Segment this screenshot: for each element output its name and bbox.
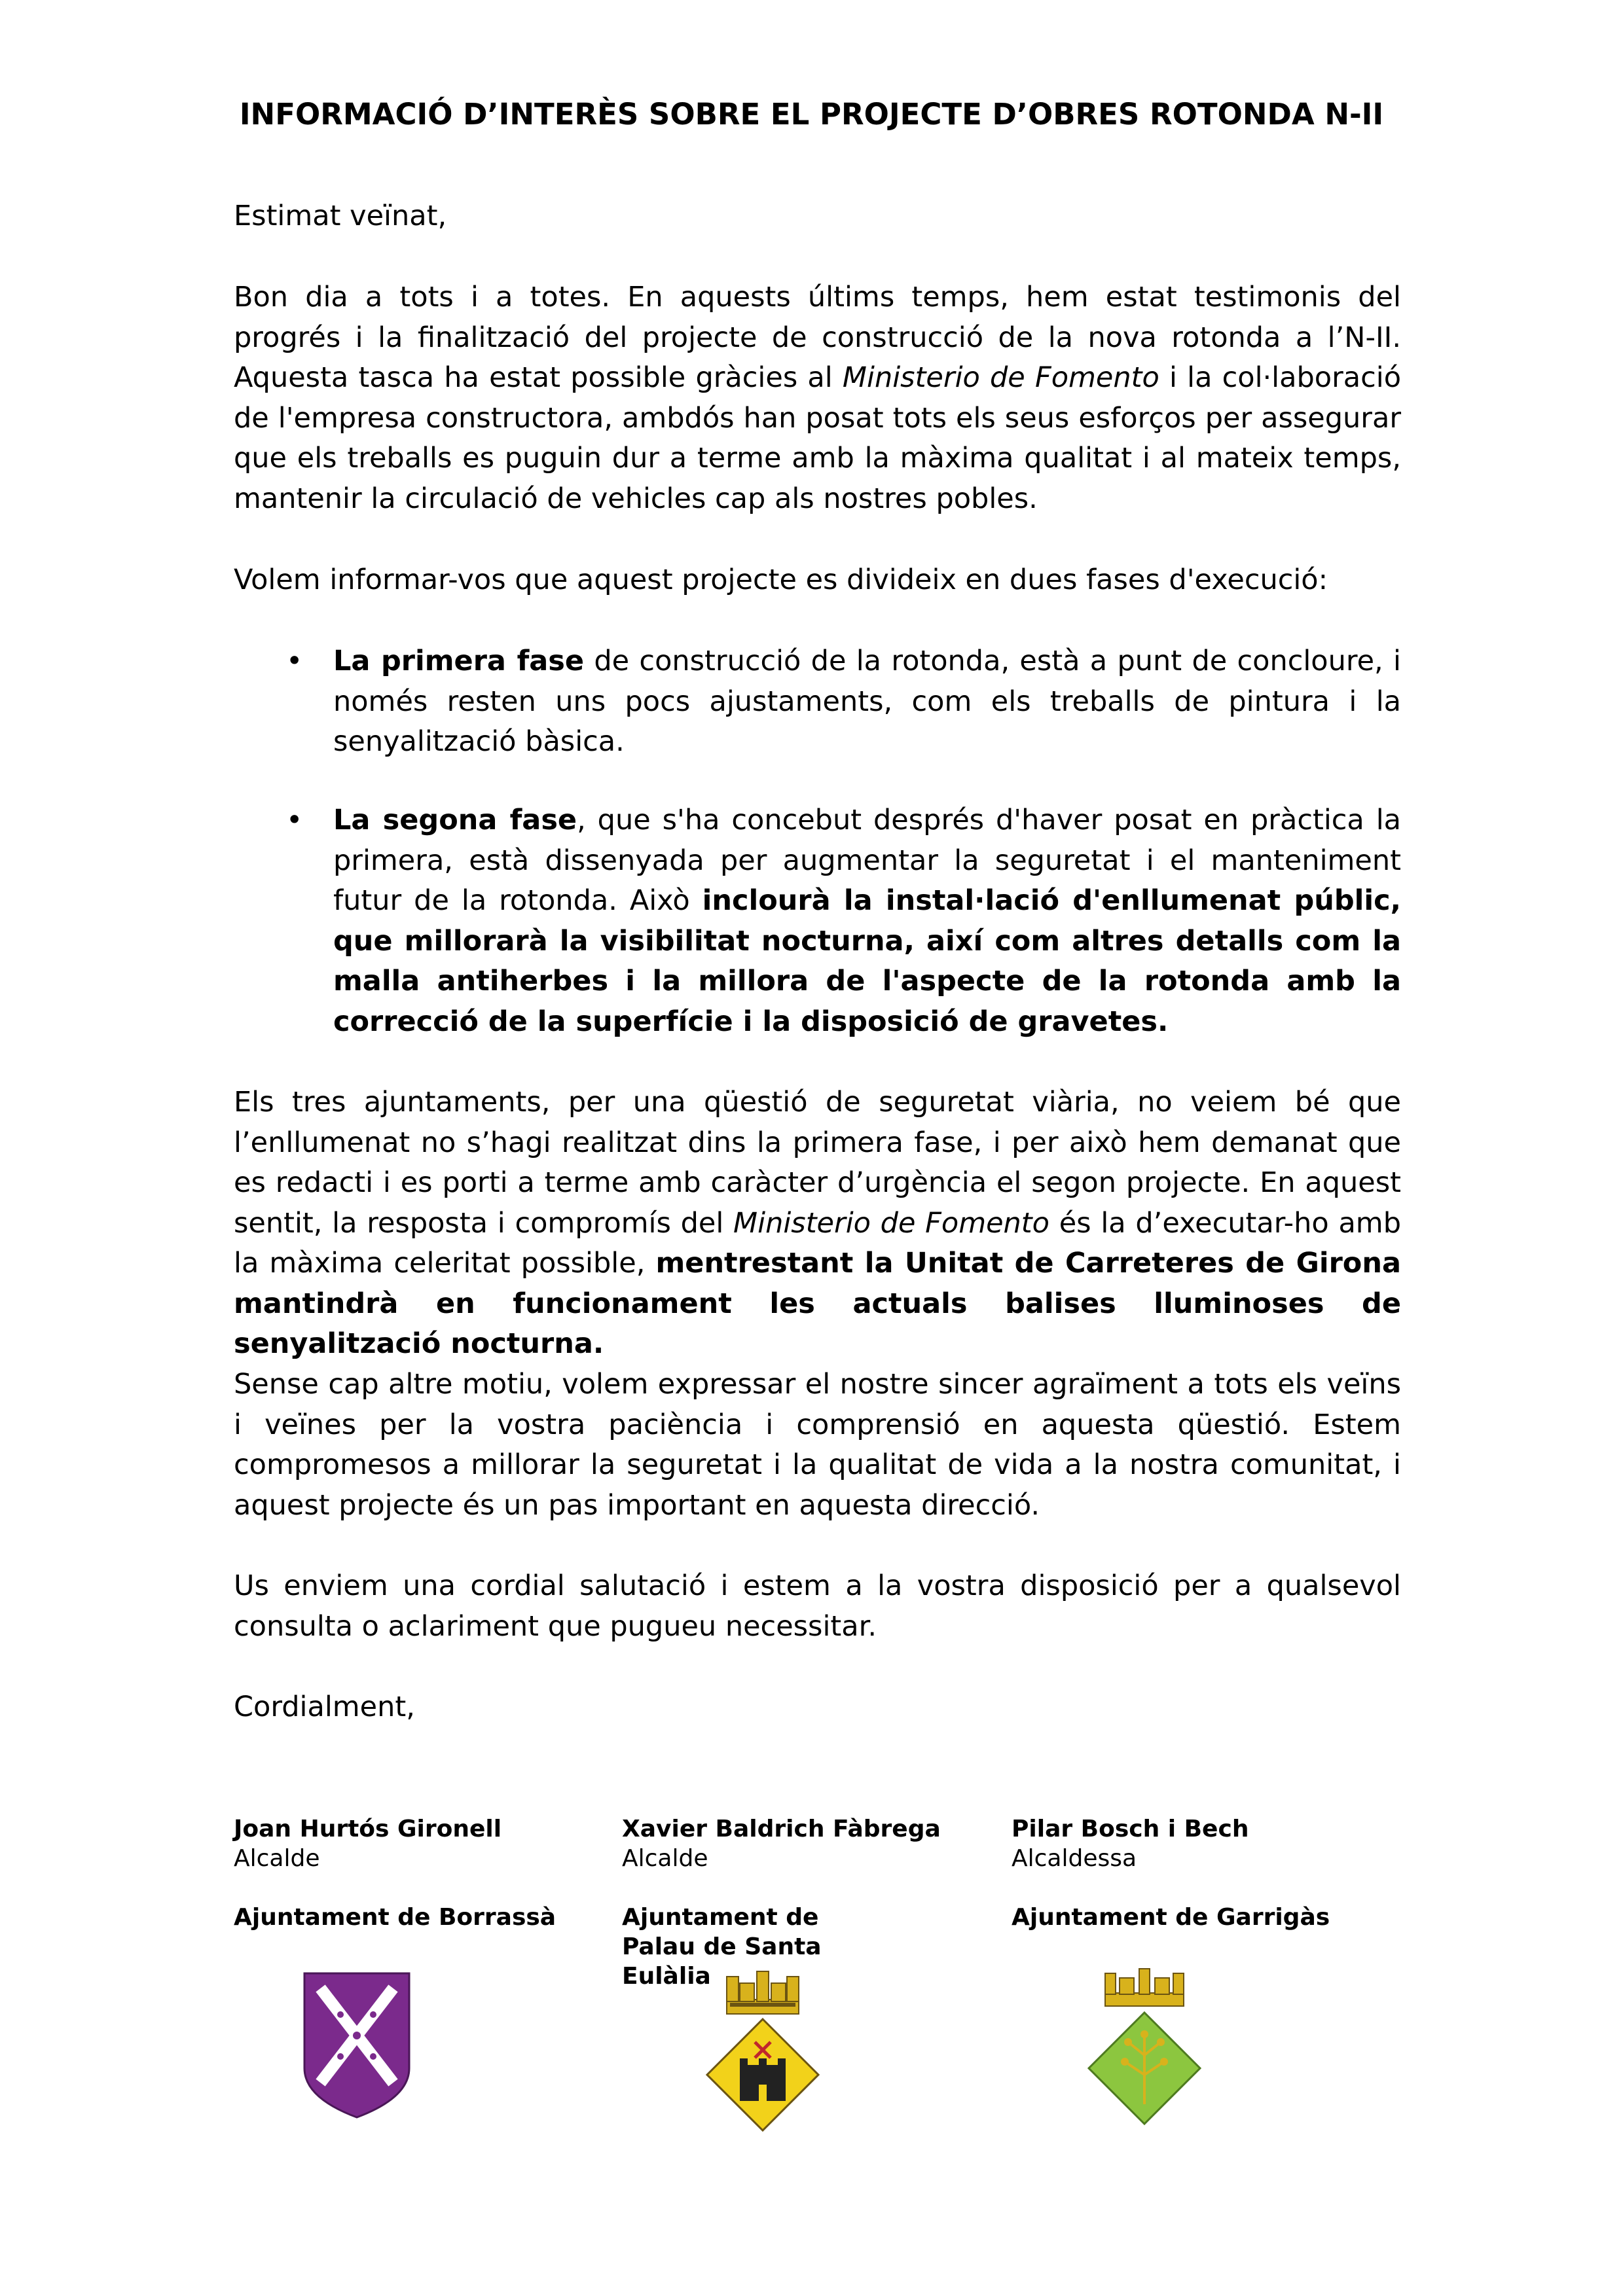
list-item <box>234 641 1401 762</box>
ministry-name: Ministerio de Fomento <box>842 361 1159 394</box>
phase-list-first <box>234 641 1401 762</box>
bullet-icon: • <box>286 645 303 677</box>
greeting: Estimat veïnat, <box>234 200 447 232</box>
signatory-name: Pilar Bosch i Bech <box>1012 1816 1249 1842</box>
phase-label: La segona fase <box>333 804 577 836</box>
signatory-role: Alcaldessa <box>1012 1845 1137 1872</box>
bullet-icon: • <box>286 804 303 836</box>
ministry-name: Ministerio de Fomento <box>733 1206 1049 1240</box>
phase-text-bold: inclourà la instal·lació d'enllumenat públic, que millorarà la visibilitat nocturna, així com altres detalls com la malla antiherbes i la millora de l'aspecte de la rotonda amb la correcció de la superfície i la disposició de gravetes. <box>333 884 1401 1038</box>
signatory-name: Joan Hurtós Gironell <box>234 1816 502 1842</box>
paragraph-safety-text-a: Els tres ajuntaments, per una qüestió de seguretat viària, no veiem bé que l’enllumenat no s’hagi realitzat dins la primera fase, i per això hem demanat que es redacti i es porti a terme amb caràcter d’urgència el segon projecte. En aquest sentit, la resposta i compromís del <box>234 1086 1401 1240</box>
signatory-role: Alcalde <box>234 1845 320 1872</box>
phase-label: La primera fase <box>333 645 585 677</box>
signatory-name: Xavier Baldrich Fàbrega <box>622 1816 941 1842</box>
phase-text: de construcció de la rotonda, està a punt de concloure, i només resten uns pocs ajustaments, com els treballs de pintura i la senyalització bàsica. <box>333 645 1401 758</box>
signatory-garrigas <box>1012 1814 1378 1932</box>
paragraph-salutation: Us enviem una cordial salutació i estem a la vostra disposició per a qualsevol consulta o aclariment que pugueu necessitar. <box>234 1570 1401 1643</box>
paragraph-intro-text-b: i la col·laboració de l'empresa constructora, ambdós han posat tots els seus esforços per assegurar que els treballs es puguin dur a terme amb la màxima qualitat i al mateix temps, mantenir la circulació de vehicles cap als nostres pobles. <box>234 361 1402 515</box>
phase-text: , que s'ha concebut després d'haver posat en pràctica la primera, està dissenyada per augmentar la seguretat i el manteniment futur de la rotonda. Això <box>333 804 1401 917</box>
paragraph-safety-text-b: és la d’executar-ho amb la màxima celeritat possible, <box>234 1206 1401 1280</box>
closing: Cordialment, <box>234 1691 415 1723</box>
paragraph-phases-intro: Volem informar-vos que aquest projecte es divideix en dues fases d'execució: <box>234 564 1328 596</box>
paragraph-safety-bold: mentrestant la Unitat de Carreteres de Girona mantindrà en funcionament les actuals balises lluminoses de senyalització nocturna. <box>234 1247 1401 1360</box>
signatory-org: Ajuntament de Garrigàs <box>1012 1904 1330 1931</box>
signatory-role: Alcalde <box>622 1845 708 1872</box>
paragraph-thanks: Sense cap altre motiu, volem expressar el nostre sincer agraïment a tots els veïns i veïnes per la vostra paciència i comprensió en aquesta qüestió. Estem compromesos a millorar la seguretat i la qualitat de vida a la nostra comunitat, i aquest projecte és un pas important en aquesta direcció. <box>234 1368 1401 1522</box>
signatory-org: Ajuntament de Palau de Santa Eulàlia <box>622 1904 822 1990</box>
list-item <box>234 800 1401 1042</box>
garrigas-coat-of-arms-icon <box>1085 1964 1203 2127</box>
signatory-org: Ajuntament de Borrassà <box>234 1904 556 1931</box>
phase-list-second <box>234 800 1401 1042</box>
document-title: INFORMACIÓ D’INTERÈS SOBRE EL PROJECTE D’OBRES ROTONDA N-II <box>239 97 1384 132</box>
paragraph-intro <box>234 278 1401 519</box>
paragraph-safety <box>234 1083 1401 1365</box>
palau-santa-eulalia-coat-of-arms-icon <box>704 1964 822 2140</box>
borrassa-coat-of-arms-icon <box>301 1970 412 2121</box>
signatory-borrassa <box>234 1814 600 1932</box>
paragraph-intro-text-a: Bon dia a tots i a totes. En aquests últims temps, hem estat testimonis del progrés i la finalització del projecte de construcció de la nova rotonda a l’N-II. Aquesta tasca ha estat possible gràcies al <box>234 281 1401 394</box>
